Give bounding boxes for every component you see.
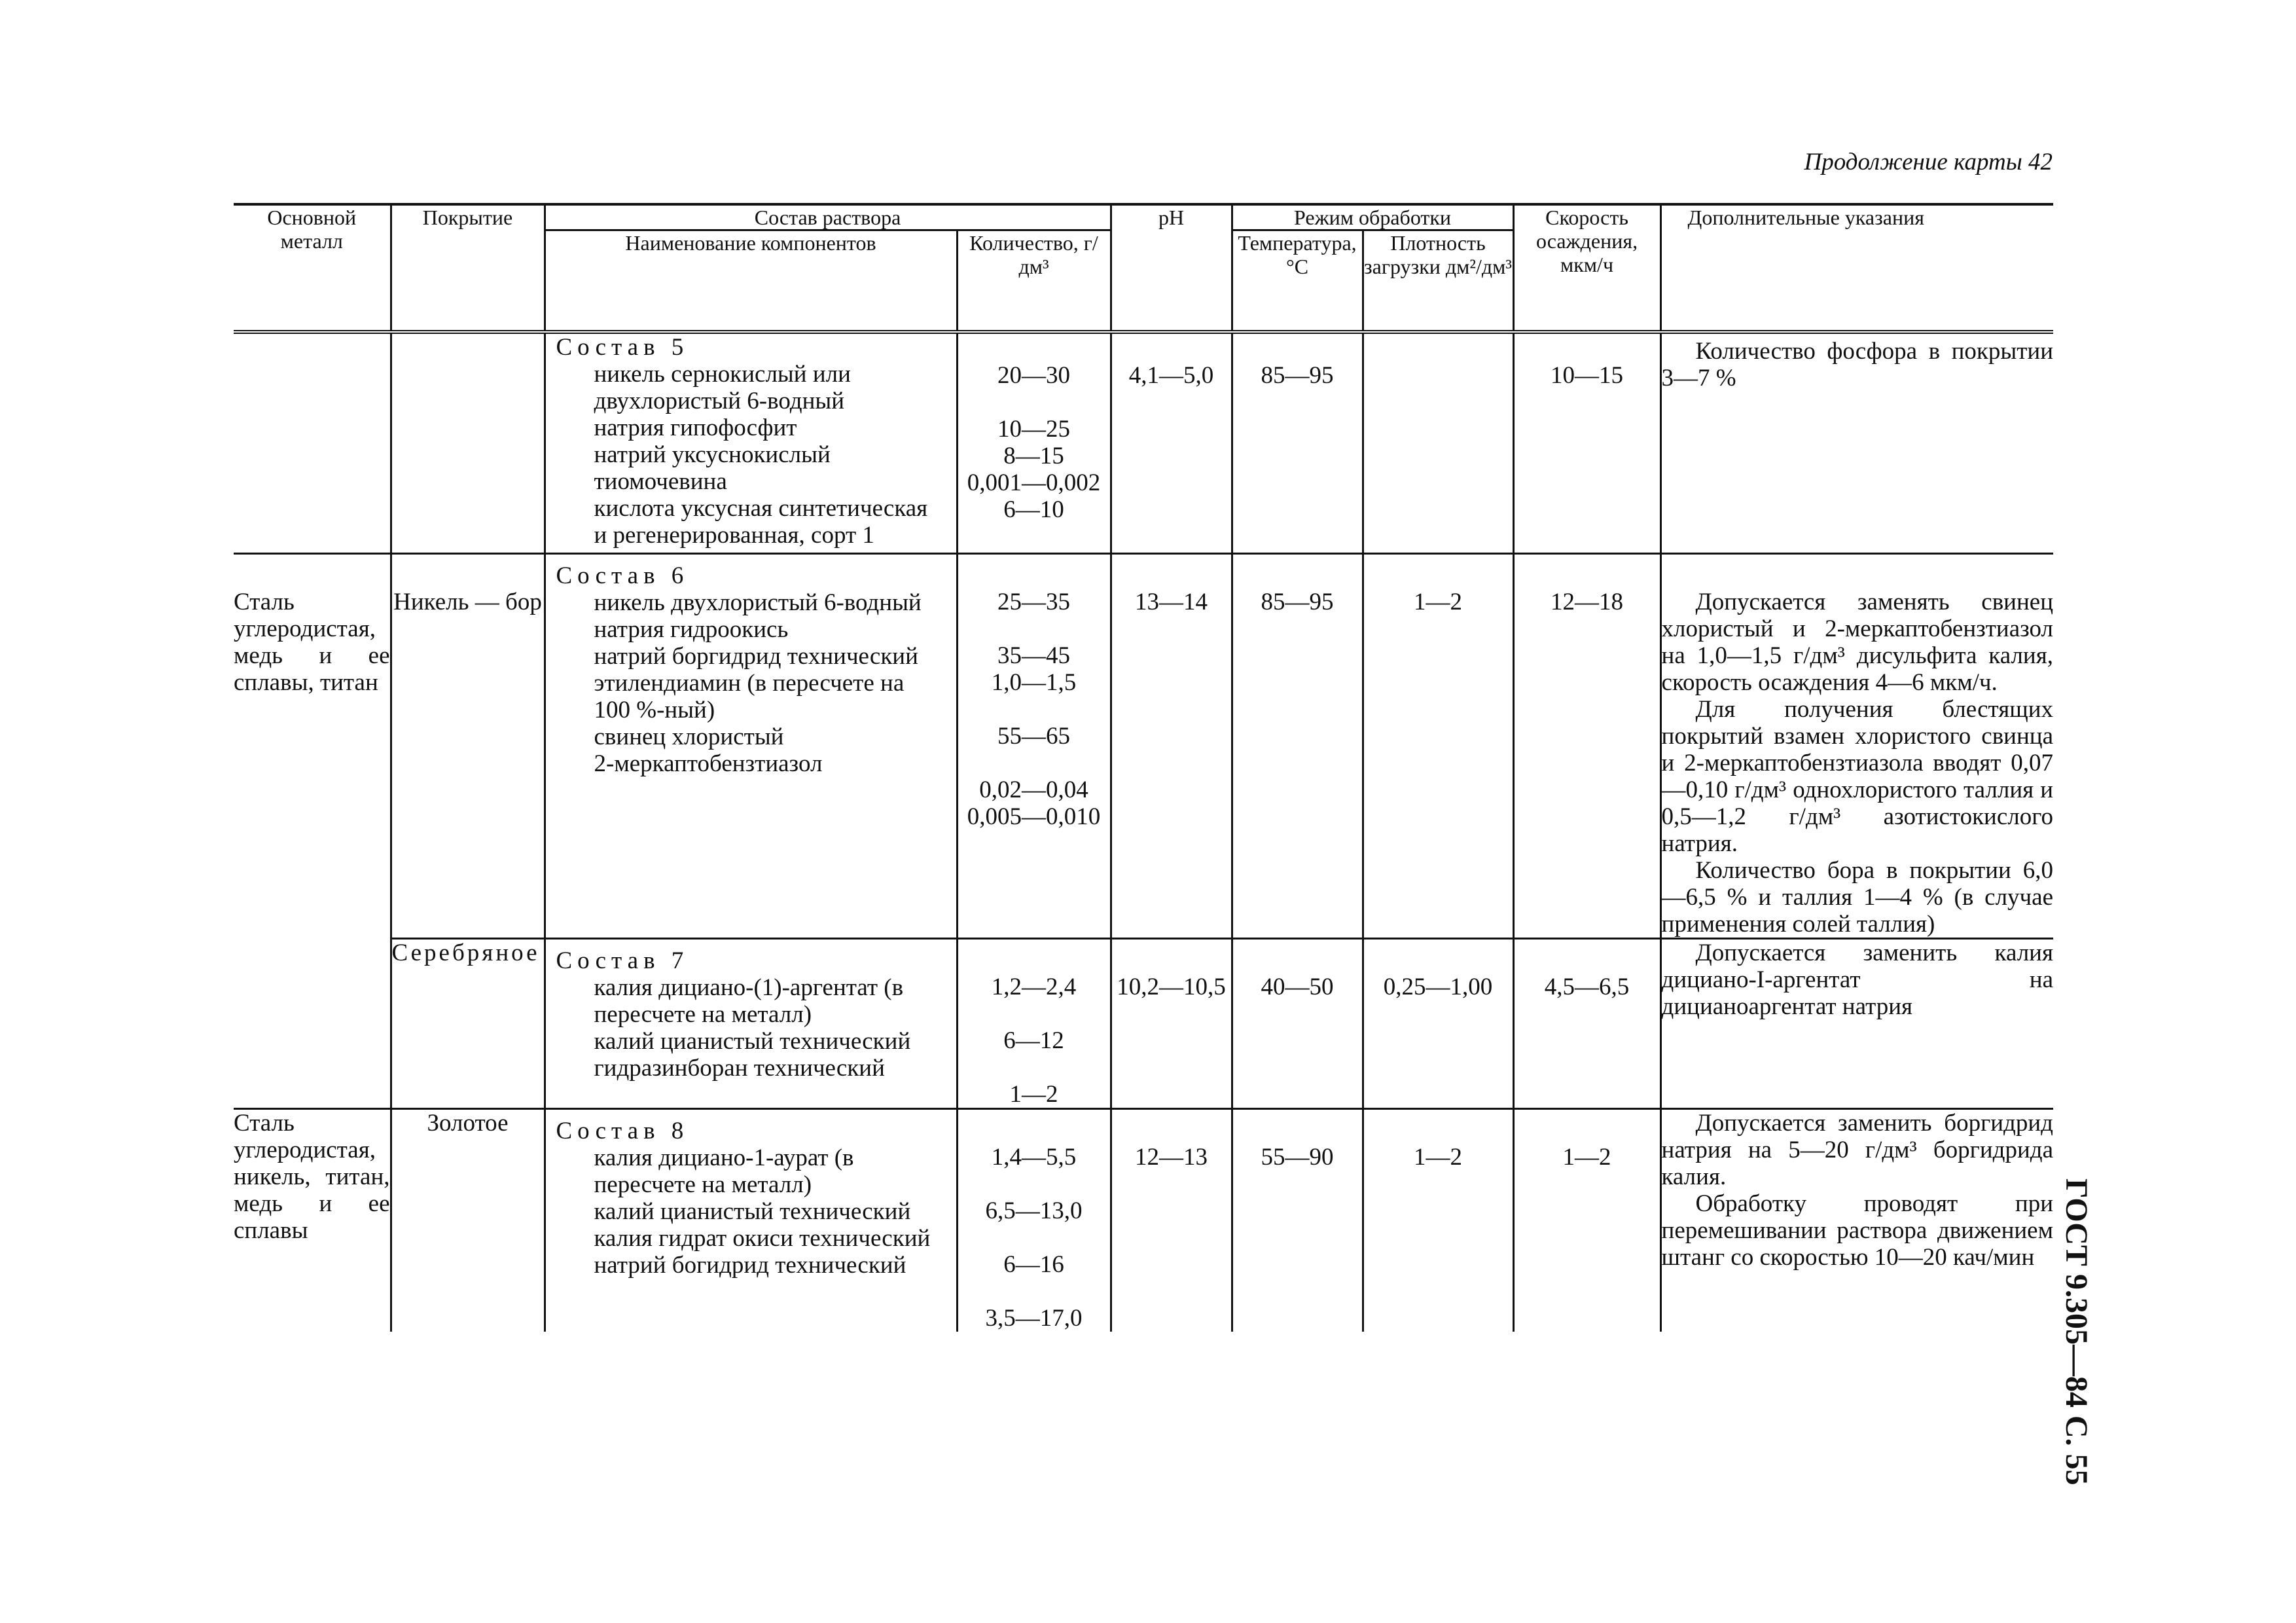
component-item: калий цианистый технический <box>594 1197 911 1225</box>
base-metal-cell <box>234 938 391 1108</box>
component-item: никель сернокислый или двухлористый 6-водный <box>594 360 851 414</box>
table-row <box>234 938 2053 1108</box>
temperature-value: 85—95 <box>1232 332 1363 554</box>
quantity-value: 6—16 <box>1003 1250 1064 1278</box>
component-item: калия дициано-(1)-аргентат (в пересчете на металл) <box>594 974 904 1028</box>
component-item: тиомочевина <box>594 467 727 495</box>
composition-title: Состав 7 <box>556 947 689 974</box>
header-ph: pH <box>1111 204 1232 332</box>
quantity-value: 1—2 <box>1009 1080 1058 1108</box>
header-notes: Дополнительные указания <box>1660 204 2053 332</box>
base-metal-cell <box>234 332 391 554</box>
quantity-value: 0,02—0,04 <box>979 776 1088 803</box>
ph-value: 13—14 <box>1111 553 1232 938</box>
table-row <box>234 1108 2053 1332</box>
header-mode: Режим обработки <box>1232 204 1513 230</box>
quantity-value: 35—45 <box>997 642 1070 669</box>
component-item: калий цианистый технический <box>594 1027 911 1055</box>
component-item: натрия гипофосфит <box>594 414 797 441</box>
data-table <box>234 203 2053 1332</box>
component-item: кислота уксусная синтетическая и регенерированная, сорт 1 <box>594 494 928 549</box>
coating-cell: Золотое <box>391 1108 545 1332</box>
quantity-value: 1,4—5,5 <box>991 1143 1077 1171</box>
component-item: натрий богидрид технический <box>594 1251 906 1279</box>
quantity-value: 25—35 <box>997 588 1070 615</box>
component-item: натрия гидроокись <box>594 615 789 643</box>
header-solution: Состав раствора <box>545 204 1111 230</box>
header-density: Плотность загрузки дм²/дм³ <box>1363 230 1513 332</box>
header-temperature: Температура, °C <box>1232 230 1363 332</box>
table-row <box>234 553 2053 938</box>
header-coating: Покрытие <box>391 204 545 332</box>
rate-value: 1—2 <box>1513 1108 1660 1332</box>
component-item: этилендиамин (в пересчете на 100 %-ный) <box>594 669 905 723</box>
quantity-value: 3,5—17,0 <box>985 1304 1083 1332</box>
ph-value: 10,2—10,5 <box>1111 938 1232 1108</box>
quantity-value: 10—25 <box>997 415 1070 443</box>
note-paragraph: Допускается заменить боргидрид натрия на 5—20 г/дм³ боргидрида калия. <box>1661 1109 2054 1190</box>
quantity-value: 55—65 <box>997 722 1070 750</box>
rate-value: 10—15 <box>1513 332 1660 554</box>
quantity-value: 1,2—2,4 <box>991 973 1077 1000</box>
component-item: никель двухлористый 6-водный <box>594 589 922 616</box>
note-paragraph: Количество фосфора в покрытии 3—7 % <box>1661 337 2054 392</box>
header-base-metal: Основной металл <box>234 204 391 332</box>
quantity-value: 6,5—13,0 <box>985 1197 1083 1224</box>
temperature-value: 40—50 <box>1232 938 1363 1108</box>
continuation-label: Продолжение карты 42 <box>1804 149 2053 175</box>
ph-value: 4,1—5,0 <box>1111 332 1232 554</box>
temperature-value: 85—95 <box>1232 553 1363 938</box>
density-value <box>1363 332 1513 554</box>
quantity-value: 0,001—0,002 <box>967 469 1101 496</box>
coating-cell: Серебряное <box>391 938 545 1108</box>
gost-page-label: ГОСТ 9.305—84 С. 55 <box>2059 1178 2094 1486</box>
density-value: 1—2 <box>1363 553 1513 938</box>
header-components: Наименование компонентов <box>545 230 957 332</box>
note-paragraph: Обработку проводят при перемешивании раствора движением штанг со скоростью 10—20 кач/мин <box>1661 1190 2054 1271</box>
note-paragraph: Допускается заменять свинец хлористый и 2-меркаптобензтиазол на 1,0—1,5 г/дм³ дисульфита калия, скорость осаждения 4—6 мкм/ч. <box>1661 588 2054 696</box>
component-item: гидразинборан технический <box>594 1054 885 1082</box>
composition-title: Состав 8 <box>556 1117 689 1144</box>
coating-cell: Никель — бор <box>391 553 545 938</box>
base-metal-cell: Сталь углеродистая, никель, титан, медь и ее сплавы <box>234 1109 390 1244</box>
base-metal-cell: Сталь углеродистая, медь и ее сплавы, титан <box>234 588 390 696</box>
composition-title: Состав 5 <box>556 333 689 361</box>
component-item: натрий боргидрид технический <box>594 642 918 670</box>
header-rate: Скорость осаждения, мкм/ч <box>1513 204 1660 332</box>
component-item: натрий уксуснокислый <box>594 441 831 468</box>
rate-value: 12—18 <box>1513 553 1660 938</box>
rate-value: 4,5—6,5 <box>1513 938 1660 1108</box>
density-value: 1—2 <box>1363 1108 1513 1332</box>
quantity-value: 1,0—1,5 <box>991 668 1077 696</box>
coating-cell <box>391 332 545 554</box>
quantity-value: 20—30 <box>997 361 1070 389</box>
quantity-value: 8—15 <box>1003 442 1064 469</box>
component-item: калия дициано-1-аурат (в пересчете на металл) <box>594 1144 854 1198</box>
table-row <box>234 332 2053 554</box>
note-paragraph: Допускается заменить калия дициано-I-аргентат на дицианоаргентат натрия <box>1661 939 2054 1020</box>
quantity-value: 6—10 <box>1003 496 1064 523</box>
component-item: свинец хлористый <box>594 723 784 750</box>
density-value: 0,25—1,00 <box>1363 938 1513 1108</box>
header-quantity: Количество, г/дм³ <box>957 230 1111 332</box>
note-paragraph: Для получения блестящих покрытий взамен хлористого свинца и 2-меркаптобензтиазола вводят 0,07—0,10 г/дм³ однохлористого таллия и 0,5—1,2 г/дм³ азотистокислого натрия. <box>1661 695 2054 857</box>
quantity-value: 0,005—0,010 <box>967 803 1101 830</box>
temperature-value: 55—90 <box>1232 1108 1363 1332</box>
note-paragraph: Количество бора в покрытии 6,0—6,5 % и таллия 1—4 % (в случае применения солей таллия) <box>1661 856 2054 938</box>
ph-value: 12—13 <box>1111 1108 1232 1332</box>
component-item: калия гидрат окиси технический <box>594 1224 931 1252</box>
component-item: 2-меркаптобензтиазол <box>594 750 823 777</box>
composition-title: Состав 6 <box>556 562 689 589</box>
quantity-value: 6—12 <box>1003 1027 1064 1054</box>
